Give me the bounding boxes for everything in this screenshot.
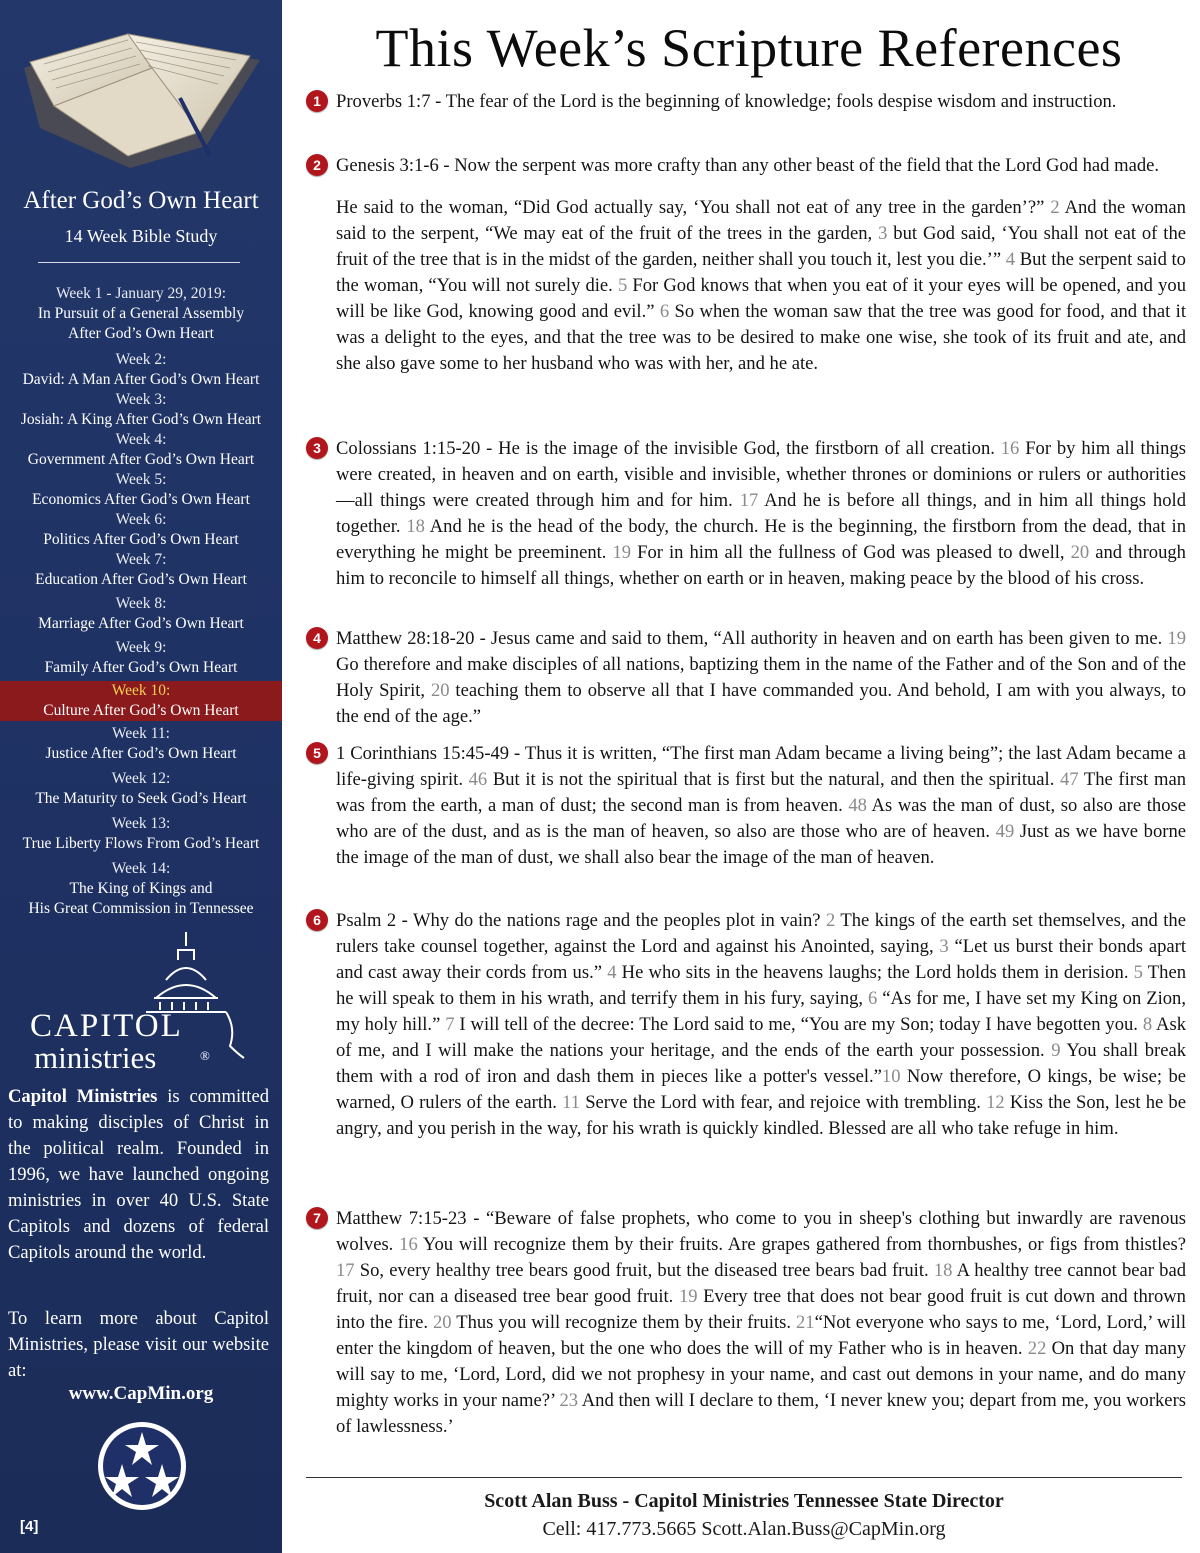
sidebar <box>0 0 282 1553</box>
footer-contact-name: Scott Alan Buss - Capitol Ministries Tennessee State Director <box>484 1490 1004 1512</box>
verse-number: 20 <box>1070 542 1090 563</box>
reference-number-badge: 4 <box>306 627 328 649</box>
verse-text: Colossians 1:15-20 - He is the image of the invisible God, the firstborn of all creation. <box>336 438 1001 459</box>
verse-number: 18 <box>406 516 425 537</box>
verse-number: 17 <box>336 1260 355 1281</box>
footer-contact-details: Cell: 417.773.5665 Scott.Alan.Buss@CapMin.org <box>542 1518 946 1540</box>
reference-text <box>336 1206 1186 1440</box>
verse-text: 1 Corinthians 15:45-49 - Thus it is written, “The first man Adam became a living being”; the last Adam became a life-giving spirit. <box>336 743 1186 790</box>
reference-text <box>336 626 1186 730</box>
verse-number: 20 <box>433 1312 452 1333</box>
reference-number-badge: 5 <box>306 742 328 764</box>
verse-number: 10 <box>881 1066 901 1087</box>
week-item-12[interactable] <box>0 769 282 809</box>
verse-number: 4 <box>1005 249 1016 270</box>
verse-text: Proverbs 1:7 - The fear of the Lord is the beginning of knowledge; fools despise wisdom and instruction. <box>336 91 1117 112</box>
week-label: Week 13: <box>111 815 171 832</box>
verse-number: 3 <box>878 223 888 244</box>
verse-text: “Not everyone who says to me, ‘Lord, Lord,’ will enter the kingdom of heaven, but the one who does the will of my Father who is in heaven. <box>336 1312 1186 1359</box>
scripture-reference <box>336 436 1186 592</box>
verse-text: and through him to reconcile to himself all things, whether on earth or in heaven, making peace by the blood of his cross. <box>336 542 1186 589</box>
week-topic: Josiah: A King After God’s Own Heart <box>20 411 262 428</box>
verse-text: The first man was from the earth, a man of dust; the second man is from heaven. <box>336 769 1186 816</box>
verse-number: 46 <box>468 769 488 790</box>
verse-number: 21 <box>795 1312 815 1333</box>
footer-divider <box>306 1477 1182 1478</box>
reference-text <box>336 741 1186 871</box>
registered-mark: ® <box>200 1048 210 1063</box>
scripture-reference <box>336 89 1186 115</box>
verse-text: The kings of the earth set themselves, and the rulers take counsel together, against the Lord and against his Anointed, saying, <box>336 910 1186 957</box>
week-topic: His Great Commission in Tennessee <box>28 900 254 917</box>
week-label: Week 12: <box>111 770 171 787</box>
verse-number: 19 <box>1167 628 1186 649</box>
verse-text: Thus you will recognize them by their fruits. <box>451 1312 796 1333</box>
week-item-6[interactable] <box>0 510 282 550</box>
week-item-5[interactable] <box>0 470 282 510</box>
week-label: Week 3: <box>115 391 167 408</box>
reference-number-badge: 3 <box>306 437 328 459</box>
about-text: is committed to making disciples of Christ in the political realm. Founded in 1996, we have launched ongoing ministries in over 40 U.S. State Capitols and dozens of federal Capitols around the world. <box>8 1086 269 1263</box>
verse-number: 23 <box>559 1390 579 1411</box>
verse-text: “As for me, I have set my King on Zion, my holy hill.” <box>336 988 1186 1035</box>
week-item-4[interactable] <box>0 430 282 470</box>
week-label: Week 8: <box>115 595 167 612</box>
verse-text: So, every healthy tree bears good fruit, but the diseased tree bears bad fruit. <box>354 1260 934 1281</box>
verse-text: On that day many will say to me, ‘Lord, Lord, did we not prophesy in your name, and cast out demons in your name, and do many mighty works in your name?’ <box>336 1338 1186 1411</box>
verse-number: 5 <box>1133 962 1143 983</box>
page-number: [4] <box>20 1518 39 1535</box>
verse-text: But it is not the spiritual that is first but the natural, and then the spiritual. <box>487 769 1060 790</box>
verse-number: 8 <box>1142 1014 1153 1035</box>
verse-number: 5 <box>617 275 628 296</box>
reference-text <box>336 89 1186 115</box>
verse-text: Matthew 7:15-23 - “Beware of false prophets, who come to you in sheep's clothing but inwardly are ravenous wolves. <box>336 1208 1186 1255</box>
open-bible-image <box>10 28 272 178</box>
verse-text: Ask of me, and I will make the nations your heritage, and the ends of the earth your possession. <box>336 1014 1186 1061</box>
week-item-3[interactable] <box>0 390 282 430</box>
verse-text: And he is the head of the body, the church. He is the beginning, the firstborn from the dead, that in everything he might be preeminent. <box>336 516 1186 563</box>
verse-text: I will tell of the decree: The Lord said to me, “You are my Son; today I have begotten you. <box>454 1014 1143 1035</box>
verse-text: Serve the Lord with fear, and rejoice with trembling. <box>580 1092 987 1113</box>
reference-text <box>336 436 1186 592</box>
verse-number: 9 <box>1051 1040 1061 1061</box>
week-topic: Economics After God’s Own Heart <box>32 491 250 508</box>
verse-number: 2 <box>825 910 836 931</box>
verse-text: You will recognize them by their fruits. Are grapes gathered from thornbushes, or figs from thistles? <box>417 1234 1186 1255</box>
reference-text <box>336 908 1186 1142</box>
reference-number-badge: 1 <box>306 90 328 112</box>
week-topic: Marriage After God’s Own Heart <box>38 615 244 632</box>
week-item-14[interactable] <box>0 859 282 919</box>
week-label: Week 1 - January 29, 2019: <box>55 285 227 302</box>
reference-text <box>336 153 1186 179</box>
week-topic: Family After God’s Own Heart <box>44 659 238 676</box>
reference-number-badge: 6 <box>306 909 328 931</box>
week-topic: In Pursuit of a General Assembly <box>37 305 245 322</box>
verse-text: And he is before all things, and in him all things hold together. <box>336 490 1186 537</box>
week-topic: The King of Kings and <box>69 880 213 897</box>
reference-continuation <box>336 195 1186 377</box>
week-item-13[interactable] <box>0 814 282 854</box>
verse-text: He who sits in the heavens laughs; the Lord holds them in derision. <box>616 962 1134 983</box>
verse-number: 22 <box>1027 1338 1047 1359</box>
week-topic: Government After God’s Own Heart <box>27 451 255 468</box>
tennessee-tri-star-seal <box>96 1420 188 1512</box>
verse-number: 48 <box>848 795 867 816</box>
verse-text: Now therefore, O kings, be wise; be warned, O rulers of the earth. <box>336 1066 1186 1113</box>
scripture-reference <box>336 1206 1186 1440</box>
verse-text: “Let us burst their bonds apart and cast away their cords from us.” <box>336 936 1186 983</box>
week-topic: Justice After God’s Own Heart <box>45 745 237 762</box>
verse-text: teaching them to observe all that I have commanded you. And behold, I am with you always, to the end of the age.” <box>336 680 1186 727</box>
week-item-11[interactable] <box>0 724 282 764</box>
week-label: Week 2: <box>115 351 167 368</box>
website-link[interactable]: www.CapMin.org <box>68 1383 214 1404</box>
verse-text: For in him all the fullness of God was pleased to dwell, <box>631 542 1071 563</box>
about-paragraph <box>8 1084 269 1266</box>
logo-ministries-text: ministries <box>34 1040 157 1075</box>
week-item-8[interactable] <box>0 594 282 634</box>
verse-number: 6 <box>659 301 670 322</box>
verse-text: Go therefore and make disciples of all nations, baptizing them in the name of the Father and of the Son and of the Holy Spirit, <box>336 654 1186 701</box>
verse-number: 47 <box>1059 769 1079 790</box>
verse-text: Just as we have borne the image of the man of dust, we shall also bear the image of the man of heaven. <box>336 821 1186 868</box>
scripture-reference <box>336 741 1186 871</box>
verse-text: He said to the woman, “Did God actually say, ‘You shall not eat of any tree in the garden’?” <box>336 197 1051 218</box>
verse-text: As was the man of dust, so also are those who are of the dust, and as is the man of heaven, so also are those who are of heaven. <box>336 795 1186 842</box>
about-name: Capitol Ministries <box>8 1086 158 1107</box>
verse-text: Kiss the Son, lest he be angry, and you perish in the way, for his wrath is quickly kindled. Blessed are all who take refuge in him. <box>336 1092 1186 1139</box>
week-topic: Culture After God’s Own Heart <box>43 702 239 719</box>
week-label: Week 11: <box>111 725 170 742</box>
verse-text: Then he will speak to them in his wrath, and terrify them in his fury, saying, <box>336 962 1187 1009</box>
week-item-7[interactable] <box>0 550 282 590</box>
reference-number-badge: 2 <box>306 154 328 176</box>
verse-text: Every tree that does not bear good fruit is cut down and thrown into the fire. <box>336 1286 1186 1333</box>
verse-number: 19 <box>612 542 632 563</box>
logo-capitol-text: CAPITOL <box>30 1008 183 1044</box>
week-label: Week 5: <box>115 471 167 488</box>
scripture-reference <box>336 908 1186 1142</box>
verse-number: 12 <box>986 1092 1005 1113</box>
verse-text: You shall break them with a rod of iron and dash them in pieces like a potter's vessel.” <box>336 1040 1187 1087</box>
week-topic: After God’s Own Heart <box>68 325 214 342</box>
verse-number: 3 <box>939 936 949 957</box>
scripture-reference <box>336 153 1186 377</box>
reference-number-badge: 7 <box>306 1207 328 1229</box>
week-topic: Politics After God’s Own Heart <box>43 531 239 548</box>
week-item-10[interactable] <box>0 681 282 721</box>
verse-number: 4 <box>607 962 617 983</box>
verse-number: 16 <box>399 1234 418 1255</box>
week-topic: The Maturity to Seek God’s Heart <box>35 790 247 807</box>
week-topic: Education After God’s Own Heart <box>35 571 247 588</box>
week-label: Week 10: <box>111 682 171 699</box>
verse-number: 11 <box>562 1092 581 1113</box>
week-label: Week 14: <box>111 860 171 877</box>
week-item-9[interactable] <box>0 638 282 678</box>
week-item-2[interactable] <box>0 350 282 390</box>
week-topic: David: A Man After God’s Own Heart <box>22 371 260 388</box>
verse-text: So when the woman saw that the tree was good for food, and that it was a delight to the eyes, and that the tree was to be desired to make one wise, she took of its fruit and ate, and she also gave some to her husband who was with her, and he ate. <box>336 301 1187 374</box>
verse-text: A healthy tree cannot bear bad fruit, nor can a diseased tree bear good fruit. <box>336 1260 1186 1307</box>
week-label: Week 4: <box>115 431 167 448</box>
verse-text: but God said, ‘You shall not eat of the fruit of the tree that is in the midst of the garden, neither shall you touch it, lest you die.’” <box>336 223 1186 270</box>
learn-more-text: To learn more about Capitol Ministries, please visit our website at: <box>8 1308 269 1381</box>
week-item-1[interactable] <box>0 284 282 344</box>
verse-number: 6 <box>868 988 878 1009</box>
week-label: Week 7: <box>115 551 167 568</box>
verse-text: And the woman said to the serpent, “We may eat of the fruit of the trees in the garden, <box>336 197 1186 244</box>
verse-text: Genesis 3:1-6 - Now the serpent was more crafty than any other beast of the field that the Lord God had made. <box>336 155 1160 176</box>
verse-text: And then will I declare to them, ‘I never knew you; depart from me, you workers of lawlessness.’ <box>336 1390 1186 1437</box>
verse-text: But the serpent said to the woman, “You will not surely die. <box>336 249 1186 296</box>
verse-text: For God knows that when you eat of it your eyes will be opened, and you will be like God, knowing good and evil.” <box>336 275 1187 322</box>
week-label: Week 6: <box>115 511 167 528</box>
verse-number: 2 <box>1050 197 1060 218</box>
verse-number: 7 <box>445 1014 455 1035</box>
verse-number: 17 <box>739 490 759 511</box>
verse-text: For by him all things were created, in heaven and on earth, visible and invisible, whether thrones or dominions or rulers or authorities—all things were created through him and for him. <box>336 438 1186 511</box>
verse-number: 18 <box>933 1260 953 1281</box>
week-topic: True Liberty Flows From God’s Heart <box>22 835 260 852</box>
study-subtitle: 14 Week Bible Study <box>64 226 218 246</box>
verse-text: Psalm 2 - Why do the nations rage and the peoples plot in vain? <box>336 910 826 931</box>
verse-text: Matthew 28:18-20 - Jesus came and said to them, “All authority in heaven and on earth has been given to me. <box>336 628 1168 649</box>
week-label: Week 9: <box>115 639 167 656</box>
verse-number: 19 <box>678 1286 698 1307</box>
main-content <box>282 0 1200 1553</box>
verse-number: 16 <box>1000 438 1020 459</box>
sidebar-divider <box>38 262 240 263</box>
scripture-reference <box>336 626 1186 730</box>
study-title: After God’s Own Heart <box>23 187 259 214</box>
page-title: This Week’s Scripture References <box>375 18 1123 78</box>
verse-number: 20 <box>430 680 450 701</box>
verse-number: 49 <box>995 821 1015 842</box>
